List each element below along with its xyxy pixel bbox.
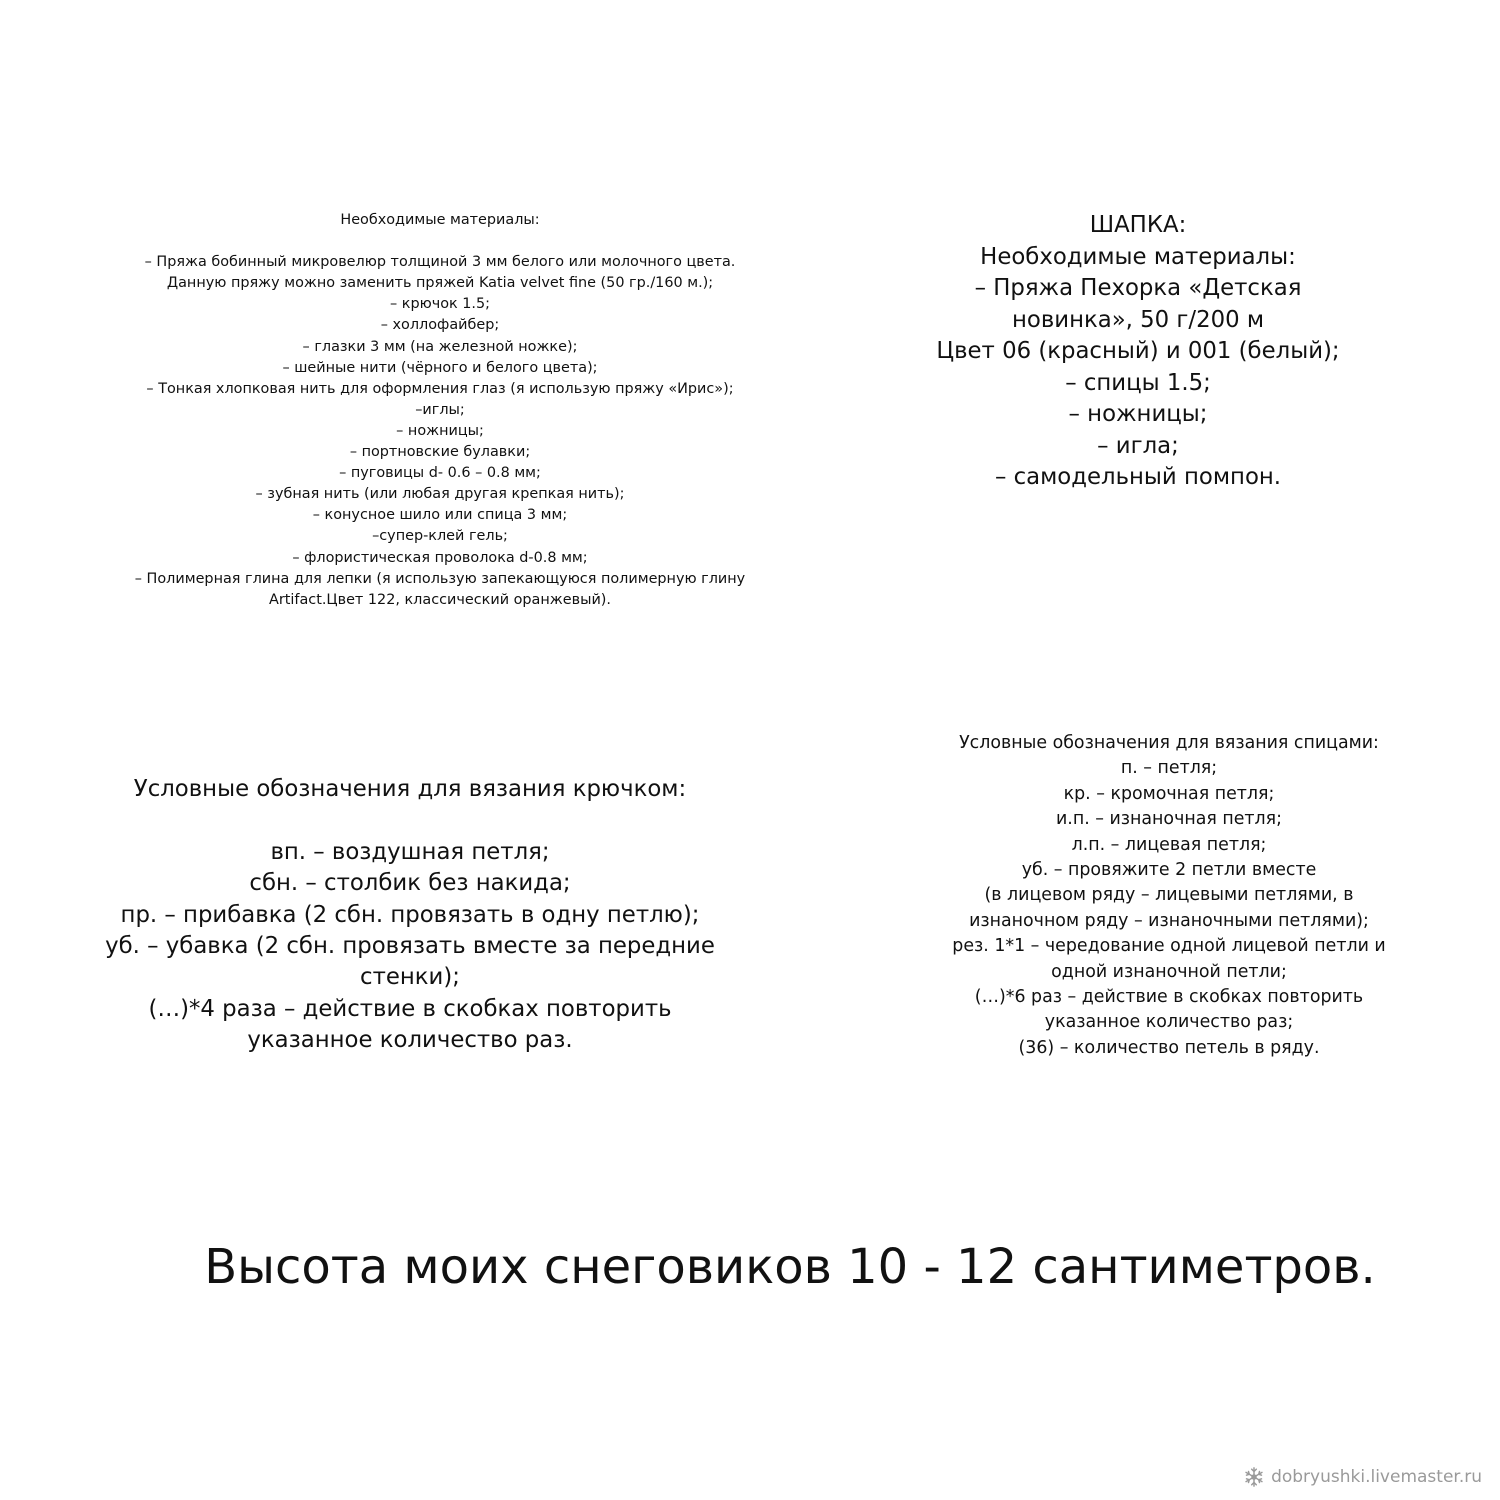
materials-line: – Полимерная глина для лепки (я использую запекающуюся полимерную глину — [134, 570, 746, 587]
knitting-line: и.п. – изнаночная петля; — [1056, 809, 1282, 830]
materials-line: Artifact.Цвет 122, классический оранжевый). — [269, 591, 611, 608]
crochet-legend-section — [60, 774, 760, 1057]
caption-text: Высота моих снеговиков 10 - 12 сантиметров. — [204, 1239, 1376, 1295]
materials-line: –супер-клей гель; — [372, 528, 508, 545]
knitting-line: одной изнаночной петли; — [1051, 961, 1287, 982]
crochet-line: вп. – воздушная петля; — [270, 838, 550, 865]
hat-line: – игла; — [1097, 432, 1179, 459]
knitting-line: указанное количество раз; — [1044, 1012, 1294, 1033]
snowflake-icon — [1243, 1466, 1265, 1488]
materials-line: – портновские булавки; — [349, 444, 531, 461]
knitting-line: (36) – количество петель в ряду. — [1018, 1037, 1320, 1058]
materials-line: – крючок 1.5; — [389, 296, 491, 313]
materials-line: – ножницы; — [396, 422, 484, 439]
materials-heading: Необходимые материалы: — [340, 212, 540, 228]
watermark — [1243, 1466, 1482, 1488]
spacer — [80, 231, 800, 252]
hat-line: – ножницы; — [1068, 401, 1208, 427]
hat-line: новинка», 50 г/200 м — [1011, 306, 1265, 333]
crochet-line: сбн. – столбик без накида; — [249, 870, 571, 897]
height-caption — [0, 1231, 1500, 1303]
materials-line: – шейные нити (чёрного и белого цвета); — [282, 359, 598, 376]
crochet-line: (…)*4 раза – действие в скобках повторить — [148, 995, 672, 1022]
spacer — [60, 805, 760, 836]
hat-section — [888, 210, 1388, 494]
knitting-legend-section — [844, 731, 1494, 1061]
materials-line: – конусное шило или спица 3 мм; — [312, 507, 568, 524]
materials-line: – пуговицы d- 0.6 – 0.8 мм; — [339, 465, 541, 482]
materials-line: Данную пряжу можно заменить пряжей Katia velvet fine (50 гр./160 м.); — [166, 275, 714, 292]
knitting-line: (…)*6 раз – действие в скобках повторить — [974, 987, 1364, 1008]
knitting-line: л.п. – лицевая петля; — [1071, 834, 1267, 855]
knitting-line: уб. – провяжите 2 петли вместе — [1021, 860, 1317, 881]
materials-line: – зубная нить (или любая другая крепкая нить); — [255, 486, 625, 503]
hat-line: Цвет 06 (красный) и 001 (белый); — [936, 338, 1340, 364]
knitting-line: (в лицевом ряду – лицевыми петлями, в — [984, 885, 1354, 906]
crochet-line: стенки); — [360, 964, 460, 991]
hat-line: – спицы 1.5; — [1065, 369, 1211, 396]
hat-line: – Пряжа Пехорка «Детская — [974, 275, 1302, 301]
crochet-line: уб. – убавка (2 сбн. провязать вместе за передние — [105, 933, 715, 960]
knitting-line: кр. – кромочная петля; — [1063, 783, 1275, 804]
materials-line: – Пряжа бобинный микровелюр толщиной 3 мм белого или молочного цвета. — [144, 254, 736, 271]
hat-heading: ШАПКА: — [1089, 212, 1187, 238]
knitting-line: рез. 1*1 – чередование одной лицевой петли и — [952, 936, 1386, 957]
knitting-heading: Условные обозначения для вязания спицами: — [959, 733, 1379, 753]
knitting-line: изнаночном ряду – изнаночными петлями); — [969, 910, 1369, 931]
knitting-line: п. – петля; — [1120, 758, 1218, 779]
hat-line: – самодельный помпон. — [994, 464, 1282, 490]
materials-line: – флористическая проволока d-0.8 мм; — [292, 549, 588, 566]
materials-line: – Тонкая хлопковая нить для оформления глаз (я использую пряжу «Ирис»); — [146, 380, 734, 397]
materials-line: – холлофайбер; — [380, 317, 500, 334]
materials-line: –иглы; — [415, 401, 465, 418]
crochet-line: пр. – прибавка (2 сбн. провязать в одну петлю); — [120, 901, 700, 928]
watermark-text: dobryushki.livemaster.ru — [1271, 1467, 1482, 1487]
materials-section — [80, 210, 800, 611]
materials-line: – глазки 3 мм (на железной ножке); — [302, 338, 578, 355]
crochet-heading: Условные обозначения для вязания крючком: — [133, 776, 687, 802]
hat-line: Необходимые материалы: — [980, 243, 1296, 270]
crochet-line: указанное количество раз. — [247, 1027, 573, 1054]
